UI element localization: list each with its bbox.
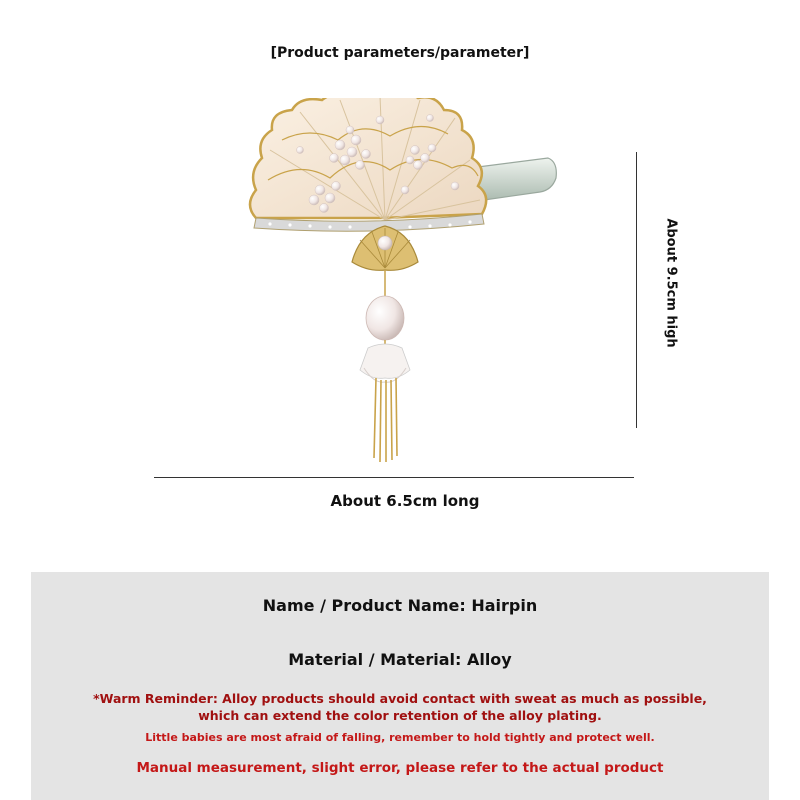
- warm-reminder: [31, 690, 769, 724]
- info-panel: [31, 572, 769, 800]
- length-dimension-line: [154, 477, 634, 478]
- page-title: [Product parameters/parameter]: [270, 45, 530, 61]
- babies-warning: Little babies are most afraid of falling, remember to hold tightly and protect well.: [145, 731, 655, 744]
- height-label: About 9.5cm high: [663, 218, 679, 348]
- height-dimension-line: [636, 152, 637, 428]
- reminder-line-1: *Warm Reminder: Alloy products should avoid contact with sweat as much as possible,: [93, 691, 707, 706]
- fan-hairpin-product-image: [235, 98, 575, 470]
- material-line: Material / Material: Alloy: [288, 650, 512, 669]
- reminder-line-2: which can extend the color retention of the alloy plating.: [198, 708, 602, 723]
- length-label: About 6.5cm long: [330, 492, 480, 510]
- product-name-line: Name / Product Name: Hairpin: [262, 596, 538, 615]
- measurement-note: Manual measurement, slight error, please refer to the actual product: [136, 760, 664, 776]
